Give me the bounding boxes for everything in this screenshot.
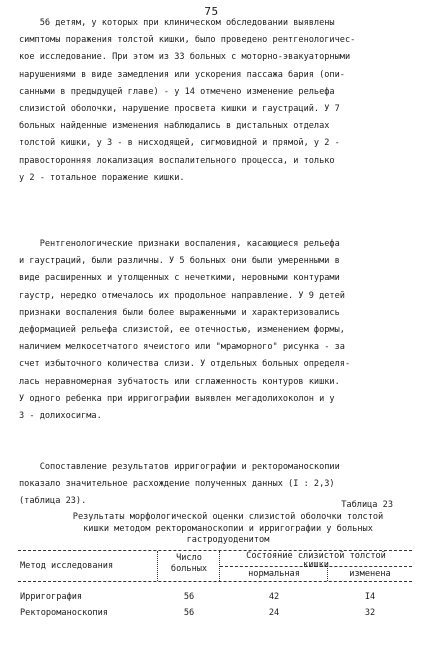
row-changed: 32 <box>364 608 376 618</box>
column-divider <box>157 551 158 581</box>
row-method: Ректороманоскопия <box>20 608 108 618</box>
row-method: Ирригография <box>20 592 83 602</box>
paragraph-3: Сопоставление результатов ирригографии и ректороманоскопии показало значительное расхождение полученных данных (I : 2,3) (таблица 23). <box>19 462 340 507</box>
row-changed: I4 <box>364 592 376 602</box>
paragraph-1: 56 детям, у которых при клиническом обследовании выявлены симптомы поражения толстой кишки, было проведено рентгенологичес- кое исследование. При этом из 33 больных с моторно-эвакуаторными нарушениями в виде замедления или ускорения пассажа бария (опи- санными в предыдущей главе) - у 14 отмечено изменение рельефа слизистой оболочки, нарушение просвета кишки и гаустраций. У 7 больных найденные изменения наблюдались в дистальных отделах толстой кишки, у 3 - в нисходящей, сигмовидной и прямой, у 2 - правосторонняя локализация воспалительного процесса, и только у 2 - тотальное поражение кишки. <box>19 18 356 183</box>
header-state: Состояние слизистой толстой кишки <box>246 551 386 570</box>
paragraph-2: Рентгенологические признаки воспаления, касающиеся рельефа и гаустраций, были различны. У 5 больных они были умеренными в виде расширенных и утолщенных с нечеткими, неровными контурами гаустр, нередко отмечалось их продольное направление. У 9 детей признаки воспаления были более выраженными и характеризовались деформацией рельефа слизистой, ее отечностью, изменением формы, наличием мелкосетчатого ячеистого или "мраморного" рисунка - за счет избыточного количества слизи. У отдельных больных определя- лась неравномерная зубчатость или сглаженность контуров кишки. У одного ребенка при ирригографии выявлен мегадолихоколон и у 3 - долихосигма. <box>19 239 351 422</box>
row-count: 56 <box>183 608 195 618</box>
row-normal: 24 <box>268 608 280 618</box>
header-method: Метод исследования <box>20 561 114 571</box>
header-normal: нормальная <box>248 569 300 579</box>
header-changed: изменена <box>349 569 391 579</box>
table-label: Таблица 23 <box>341 500 393 510</box>
table-header-rule <box>18 581 412 582</box>
page-number: 75 <box>204 5 219 18</box>
header-count: Число больных <box>170 553 208 574</box>
row-count: 56 <box>183 592 195 602</box>
row-normal: 42 <box>268 592 280 602</box>
table-caption: Результаты морфологической оценки слизистой оболочки толстой кишки методом ректороманоскопии и ирригографии у больных гастродуоденитом <box>72 512 384 545</box>
